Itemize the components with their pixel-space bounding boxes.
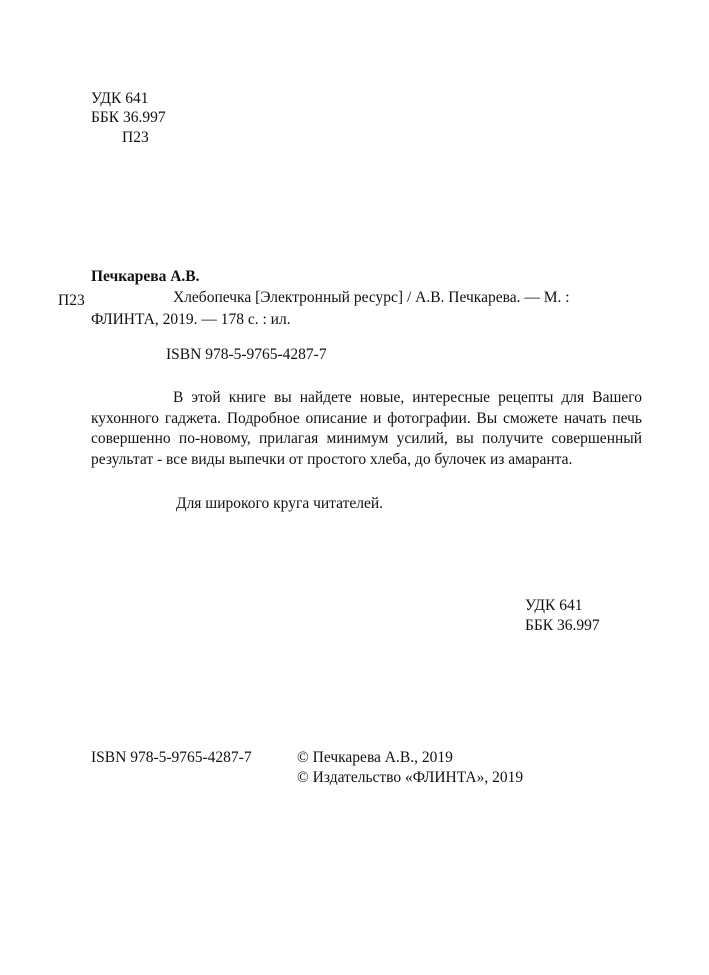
bbk-code-right: ББК 36.997 xyxy=(525,617,600,634)
bbk-code: ББК 36.997 xyxy=(91,109,166,126)
udk-code: УДК 641 xyxy=(91,90,149,107)
author-sign: П23 xyxy=(122,129,149,146)
annotation: В этой книге вы найдете новые, интересные рецепты для Вашего кухонного гаджета. Подробное описание и фотографии. Вы сможете начать печь совершенно по-новому, прилагая минимум усилий, вы получите совершенный результат - все виды выпечки от простого хлеба, до булочек из амаранта. xyxy=(91,389,642,468)
author-name: Печкарева А.В. xyxy=(91,268,200,285)
author-sign-margin: П23 xyxy=(58,292,85,309)
footer-isbn: ISBN 978-5-9765-4287-7 xyxy=(91,749,252,766)
copyright-author: © Печкарева А.В., 2019 xyxy=(297,749,453,766)
audience: Для широкого круга читателей. xyxy=(176,495,384,512)
udk-code-right: УДК 641 xyxy=(525,597,583,614)
isbn: ISBN 978-5-9765-4287-7 xyxy=(166,346,327,363)
copyright-publisher: © Издательство «ФЛИНТА», 2019 xyxy=(297,769,524,786)
publisher-line: ФЛИНТА, 2019. — 178 с. : ил. xyxy=(91,311,291,328)
title-line: Хлебопечка [Электронный ресурс] / А.В. Печкарева. — М. : xyxy=(173,289,570,306)
